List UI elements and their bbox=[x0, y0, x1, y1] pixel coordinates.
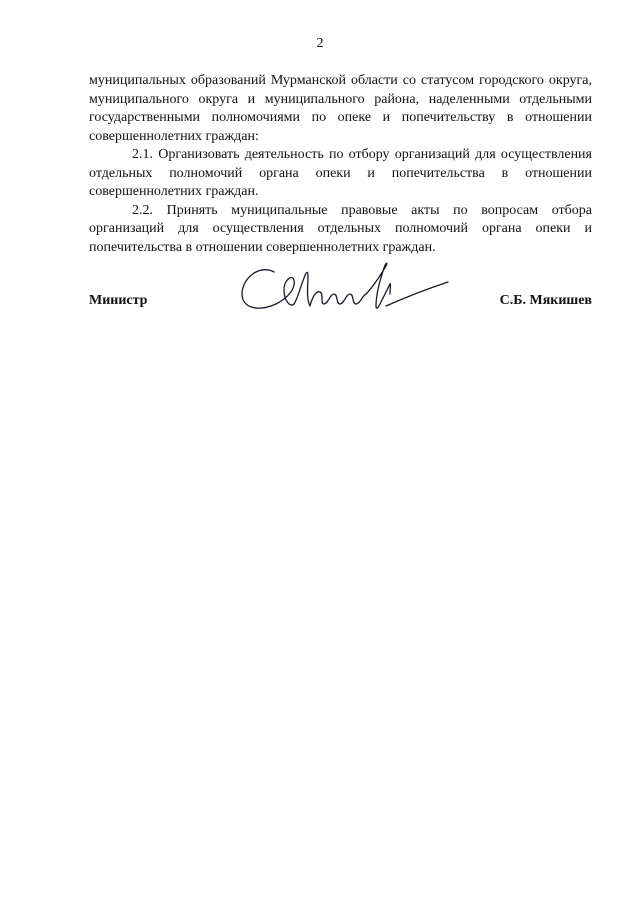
handwritten-signature-icon bbox=[236, 258, 451, 322]
signatory-name: С.Б. Мякишев bbox=[499, 293, 592, 308]
paragraph-continuation: муниципальных образований Мурманской области со статусом городского округа, муниципального округа и муниципального района, наделенными отдельными государственными полномочиями по опеке и попечительству в отношении совершеннолетних граждан: bbox=[89, 73, 592, 144]
signatory-title: Министр bbox=[89, 293, 148, 308]
paragraph-2-1: 2.1. Организовать деятельность по отбору организаций для осуществления отдельных полномочий органа опеки и попечительства в отношении совершеннолетних граждан. bbox=[89, 147, 592, 199]
document-body bbox=[89, 72, 592, 257]
paragraph-2-2: 2.2. Принять муниципальные правовые акты по вопросам отбора организаций для осуществления отдельных полномочий органа опеки и попечительства в отношении совершеннолетних граждан. bbox=[89, 202, 592, 255]
page-number: 2 bbox=[316, 36, 324, 51]
